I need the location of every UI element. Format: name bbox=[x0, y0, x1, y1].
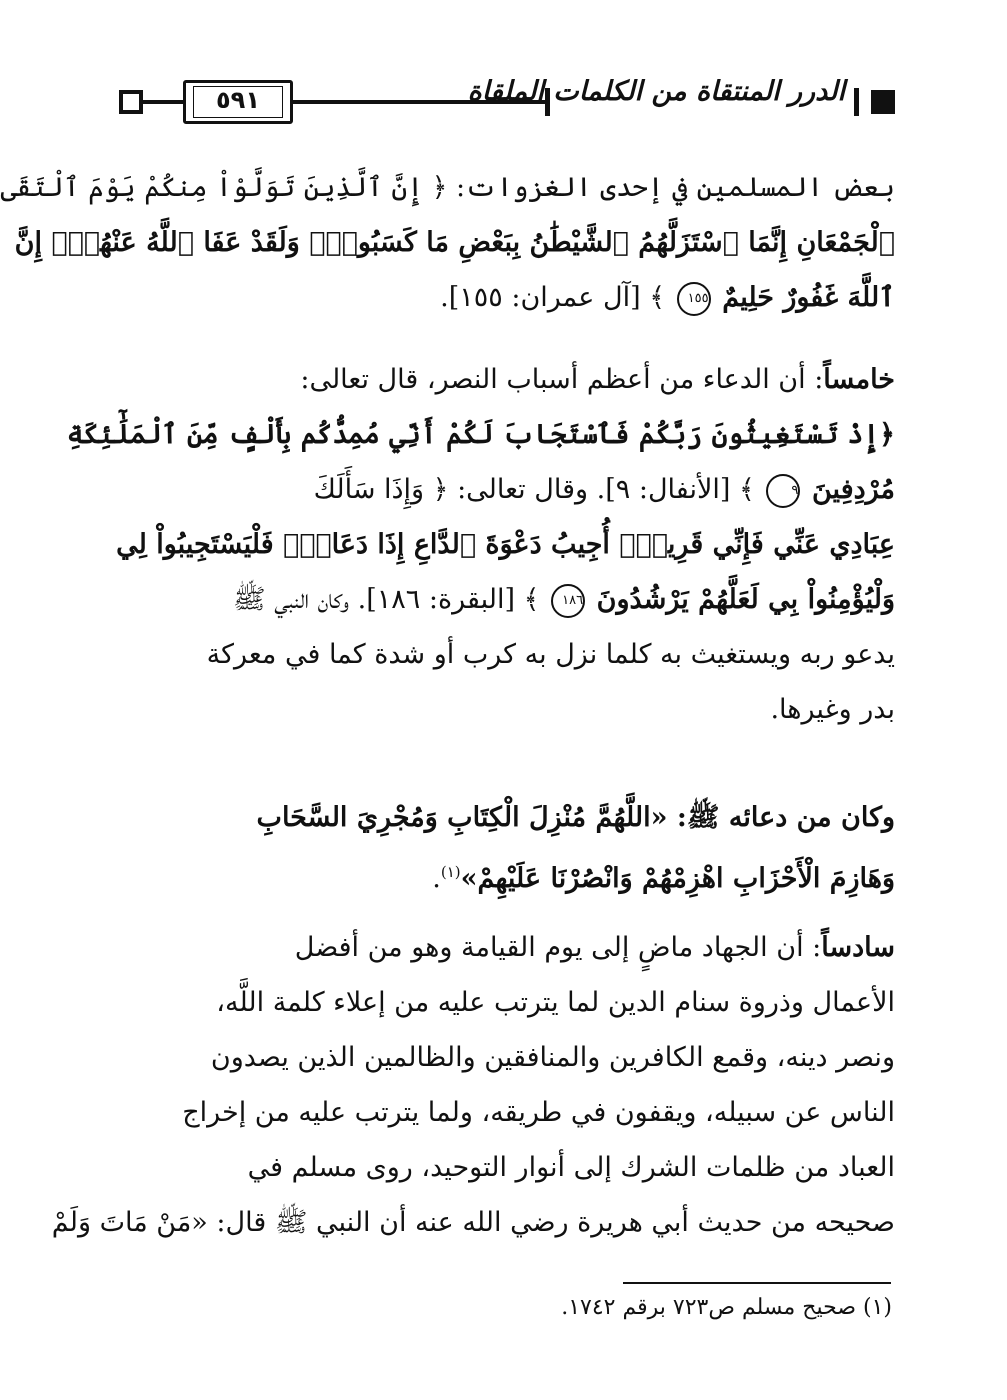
ornament-square-left bbox=[119, 90, 143, 114]
ayah-number-marker: ١٥٥ bbox=[677, 282, 711, 316]
running-title: الدرر المنتقاة من الكلمات الملقاة bbox=[467, 76, 845, 107]
ornament-square-right bbox=[871, 90, 895, 114]
header-bar-right bbox=[854, 88, 859, 116]
quran-text: مُرْدِفِينَ bbox=[812, 474, 895, 505]
quran-line: ٱلْجَمْعَانِ إِنَّمَا ٱسْتَزَلَّهُمُ ٱلشَّيْطَٰنُ بِبَعْضِ مَا كَسَبُواْۖ وَلَقَدْ عَفَا ٱللَّهُ عَنْهُمْۗ إِنَّ bbox=[14, 227, 895, 258]
text-line: الناس عن سبيله، ويقفون في طريقه، ولما يترتب عليه من إخراج bbox=[182, 1097, 895, 1128]
text-run: : أن الجهاد ماضٍ إلى يوم القيامة وهو من أفضل bbox=[294, 932, 822, 963]
quran-text: ٱللَّهَ غَفُورٌ حَلِيمٌ bbox=[722, 282, 895, 313]
quran-reference: ﴾ [آل عمران: ١٥٥]. bbox=[440, 282, 666, 313]
paragraph-1 bbox=[0, 160, 895, 325]
text-line: العباد من ظلمات الشرك إلى أنوار التوحيد، روى مسلم في bbox=[247, 1152, 895, 1183]
paragraph-2 bbox=[66, 352, 895, 737]
quran-text: وَلْيُؤْمِنُواْ بِي لَعَلَّهُمْ يَرْشُدُونَ bbox=[596, 584, 895, 615]
quran-line: عِبَادِي عَنِّي فَإِنِّي قَرِيبٌۖ أُجِيبُ دَعْوَةَ ٱلدَّاعِ إِذَا دَعَانِۖ فَلْيَسْتَجِيبُواْ لِي bbox=[116, 529, 895, 560]
footnote: (١) صحيح مسلم ص٧٢٣ برقم ١٧٤٢. bbox=[561, 1295, 892, 1320]
ayah-number-marker: ١٨٦ bbox=[551, 584, 585, 618]
text-run: ﴾ [البقرة: ١٨٦]. وكان النبي ﷺ bbox=[233, 584, 540, 615]
hadith-text: وَهَازِمَ الْأَحْزَابِ اهْزِمْهُمْ وَانْصُرْنَا عَلَيْهِمْ» bbox=[460, 863, 895, 894]
hadith-line: وكان من دعائه ﷺ: «اللَّهُمَّ مُنْزِلَ الْكِتَابِ وَمُجْرِيَ السَّحَابِ bbox=[256, 802, 895, 833]
text-line: ونصر دينه، وقمع الكافرين والمنافقين والظالمين الذين يصدون bbox=[210, 1042, 895, 1073]
text-line: صحيحه من حديث أبي هريرة رضي الله عنه أن النبي ﷺ قال: «مَنْ مَاتَ وَلَمْ bbox=[51, 1207, 895, 1238]
header-rule-left bbox=[143, 100, 183, 104]
page-number: ٥٩١ bbox=[216, 86, 260, 114]
text-line: الأعمال وذروة سنام الدين لما يترتب عليه من إعلاء كلمة اللَّه، bbox=[216, 987, 895, 1018]
paragraph-3: وكان من دعائه ﷺ: «اللَّهُمَّ مُنْزِلَ الْكِتَابِ وَمُجْرِيَ السَّحَابِ وَهَازِمَ الْأَحْزَابِ اهْزِمْهُمْ وَانْصُرْنَا عَلَيْهِمْ»$^{(١)}$. bbox=[120, 790, 895, 900]
section-lead: سادساً bbox=[821, 932, 895, 963]
ayah-number-marker: ٩ bbox=[766, 474, 800, 508]
footnote-reference: (١) bbox=[440, 863, 461, 881]
text-run: ﴾ [الأنفال: ٩]. وقال تعالى: ﴿ وَإِذَا سَأَلَكَ bbox=[313, 474, 755, 505]
footnote-separator bbox=[623, 1282, 891, 1284]
paragraph-4 bbox=[51, 920, 895, 1250]
text-run: : أن الدعاء من أعظم أسباب النصر، قال تعالى: bbox=[300, 364, 824, 395]
text-line: بدر وغيرها. bbox=[770, 694, 895, 725]
text-line: بعض المسلمين في إحدى الغزوات: ﴿ إِنَّ ٱلَّذِينَ تَوَلَّوْاْ مِنكُمْ يَوْمَ ٱلْتَقَى bbox=[0, 172, 895, 203]
section-lead: خامساً bbox=[823, 364, 895, 395]
quran-line: ﴿إِذْ تَسْتَغِيثُونَ رَبَّكُمْ فَٱسْتَجَابَ لَكُمْ أَنِّي مُمِدُّكُم بِأَلْفٍ مِّنَ ٱلْمَلَٰٓئِكَةِ bbox=[66, 419, 895, 450]
page-header bbox=[115, 76, 895, 132]
page-number-frame bbox=[183, 80, 293, 124]
text-line: يدعو ربه ويستغيث به كلما نزل به كرب أو شدة كما في معركة bbox=[206, 639, 895, 670]
